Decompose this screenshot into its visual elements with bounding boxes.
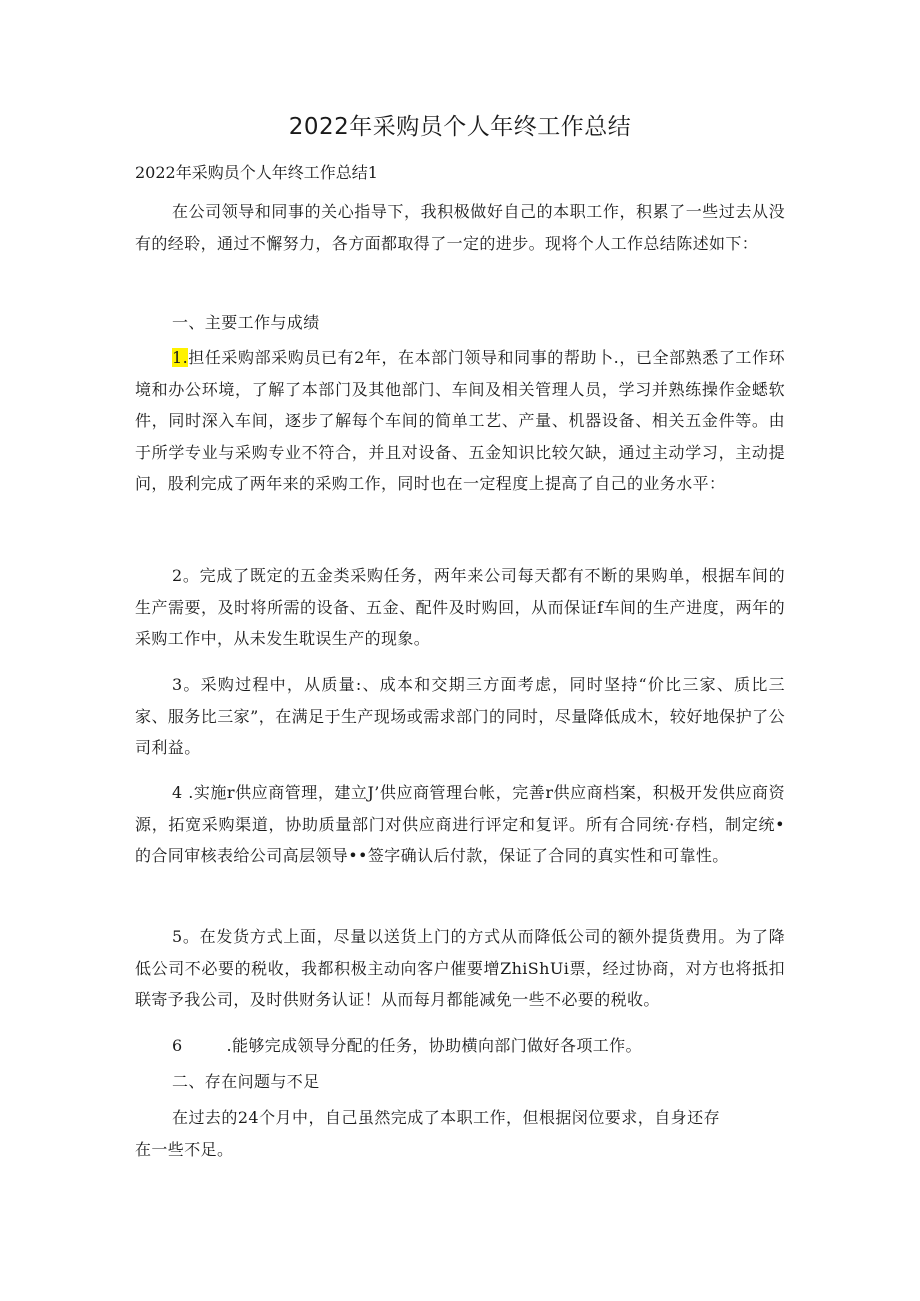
- highlighted-number: 1.: [172, 348, 189, 367]
- paragraph-item-3: 3。采购过程中，从质量:、成本和交期三方面考虑，同时坚持“价比三家、质比三家、服务比三家”，在满足于生产现场或需求部门的同时，尽量降低成木，较好地保护了公司利益。: [135, 675, 785, 757]
- section-heading-main-work: 一、主要工作与成绩: [172, 313, 320, 332]
- document-subtitle: 2022年采购员个人年终工作总结1: [135, 163, 378, 182]
- paragraph-item-1: [135, 342, 785, 500]
- section-heading-problems: 二、存在问题与不足: [172, 1072, 320, 1091]
- paragraph-item-4: 4 .实施r供应商管理，建立J’供应商管理台帐，完善r供应商档案，积极开发供应商资源，拓宽采购渠道，协助质量部门对供应商进行评定和复评。所有合同统·存档，制定统•的合同审核表给公司高层领导••签字确认后付款，保证了合同的真实性和可靠性。: [135, 783, 785, 865]
- document-title: 2022年采购员个人年终工作总结: [288, 114, 632, 140]
- paragraph-intro: 在公司领导和同事的关心指导下，我积极做好自己的本职工作，积累了一些过去从没有的经聆，通过不懈努力，各方面都取得了一定的进步。现将个人工作总结陈述如下：: [135, 202, 785, 253]
- paragraph-problems: 在过去的24个月中，自己虽然完成了本职工作，但根据闵位要求，自身还存在一些不足。: [135, 1108, 720, 1159]
- paragraph-item-6: 6 .能够完成领导分配的任务，协助横向部门做好各项工作。: [172, 1036, 642, 1055]
- paragraph-item-5: 5。在发货方式上面，尽量以送货上门的方式从而降低公司的额外提货费用。为了降低公司不必要的税收，我都积极主动向客户催要增ZhiShUi票，经过协商，对方也将抵扣联寄予我公司，及时供财务认证！从而每月都能减免一些不必要的税收。: [135, 927, 785, 1009]
- paragraph-item-2: 2。完成了既定的五金类采购任务，两年来公司每天都有不断的果购单，根据车间的生产需要，及时将所需的设备、五金、配件及时购回，从而保证f车间的生产进度，两年的采购工作中，从未发生耽误生产的现象。: [135, 566, 785, 648]
- paragraph-item-1-text: 担任采购部采购员已有2年，在本部门领导和同事的帮助卜.，已全部熟悉了工作环境和办公环境，了解了本部门及其他部门、车间及相关管理人员，学习并熟练操作金蟋软件，同时深入车间，逐步了解每个车间的简单工艺、产量、机器设备、相关五金件等。由于所学专业与采购专业不符合，并且对设备、五金知识比较欠缺，通过主动学习，主动提问，股利完成了两年来的采购工作，同时也在一定程度上提高了自己的业务水平：: [135, 348, 785, 493]
